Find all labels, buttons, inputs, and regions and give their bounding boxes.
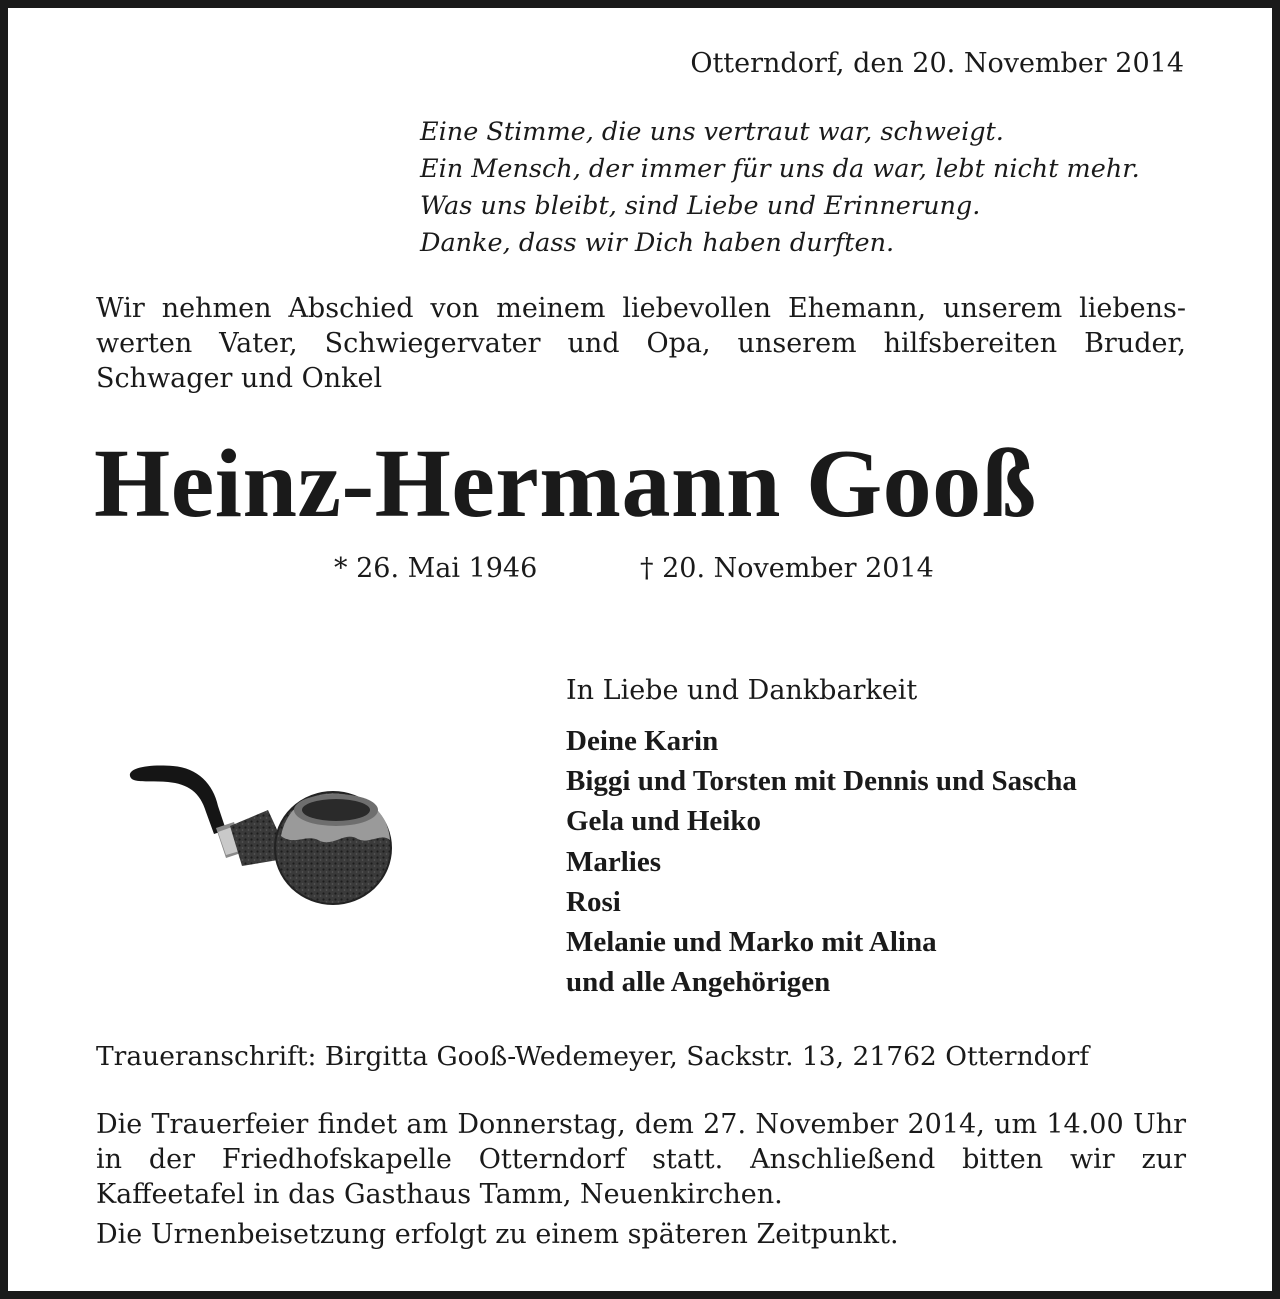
- closing-line: In Liebe und Dankbarkeit: [566, 675, 918, 706]
- mourner-item: Marlies: [566, 845, 662, 878]
- mourner-item: Biggi und Torsten mit Dennis und Sascha: [566, 765, 1077, 798]
- mourner-item: Rosi: [566, 885, 621, 918]
- pipe-image: [118, 748, 408, 918]
- funeral-service-text: Die Trauerfeier findet am Donnerstag, dem 27. November 2014, um 14.00 Uhr in der Friedhofskapelle Otterndorf statt. Anschließend bitten wir zur Kaffeetafel in das Gasthaus Tamm, Neuenkirchen.: [96, 1109, 1186, 1210]
- poem-line: Ein Mensch, der immer für uns da war, lebt nicht mehr.: [420, 154, 1140, 184]
- birth-date: * 26. Mai 1946: [334, 553, 538, 584]
- intro-line: Schwager und Onkel: [96, 363, 383, 394]
- intro-text: [96, 291, 1186, 396]
- deceased-name: Heinz-Hermann Gooß: [94, 430, 1037, 538]
- mourner-item: Gela und Heiko: [566, 805, 761, 838]
- poem-line: Eine Stimme, die uns vertraut war, schweigt.: [420, 117, 1004, 147]
- poem: [420, 114, 1140, 262]
- mourner-item: Melanie und Marko mit Alina: [566, 926, 937, 959]
- mourning-address: Traueranschrift: Birgitta Gooß-Wedemeyer, Sackstr. 13, 21762 Otterndorf: [96, 1041, 1090, 1072]
- mourner-item: und alle Angehörigen: [566, 966, 831, 999]
- death-date: † 20. November 2014: [640, 553, 934, 584]
- urn-burial-text: Die Urnenbeisetzung erfolgt zu einem späteren Zeitpunkt.: [96, 1219, 899, 1250]
- mourner-item: Deine Karin: [566, 725, 719, 757]
- dateline: Otterndorf, den 20. November 2014: [690, 48, 1184, 79]
- poem-line: Was uns bleibt, sind Liebe und Erinnerung.: [420, 191, 981, 221]
- intro-line: werten Vater, Schwiegervater und Opa, unserem hilfsbereiten Bruder,: [96, 328, 1186, 359]
- poem-line: Danke, dass wir Dich haben durften.: [420, 228, 895, 258]
- intro-line: Wir nehmen Abschied von meinem liebevollen Ehemann, unserem liebens-: [96, 293, 1186, 324]
- mourners-list: [566, 721, 1077, 1002]
